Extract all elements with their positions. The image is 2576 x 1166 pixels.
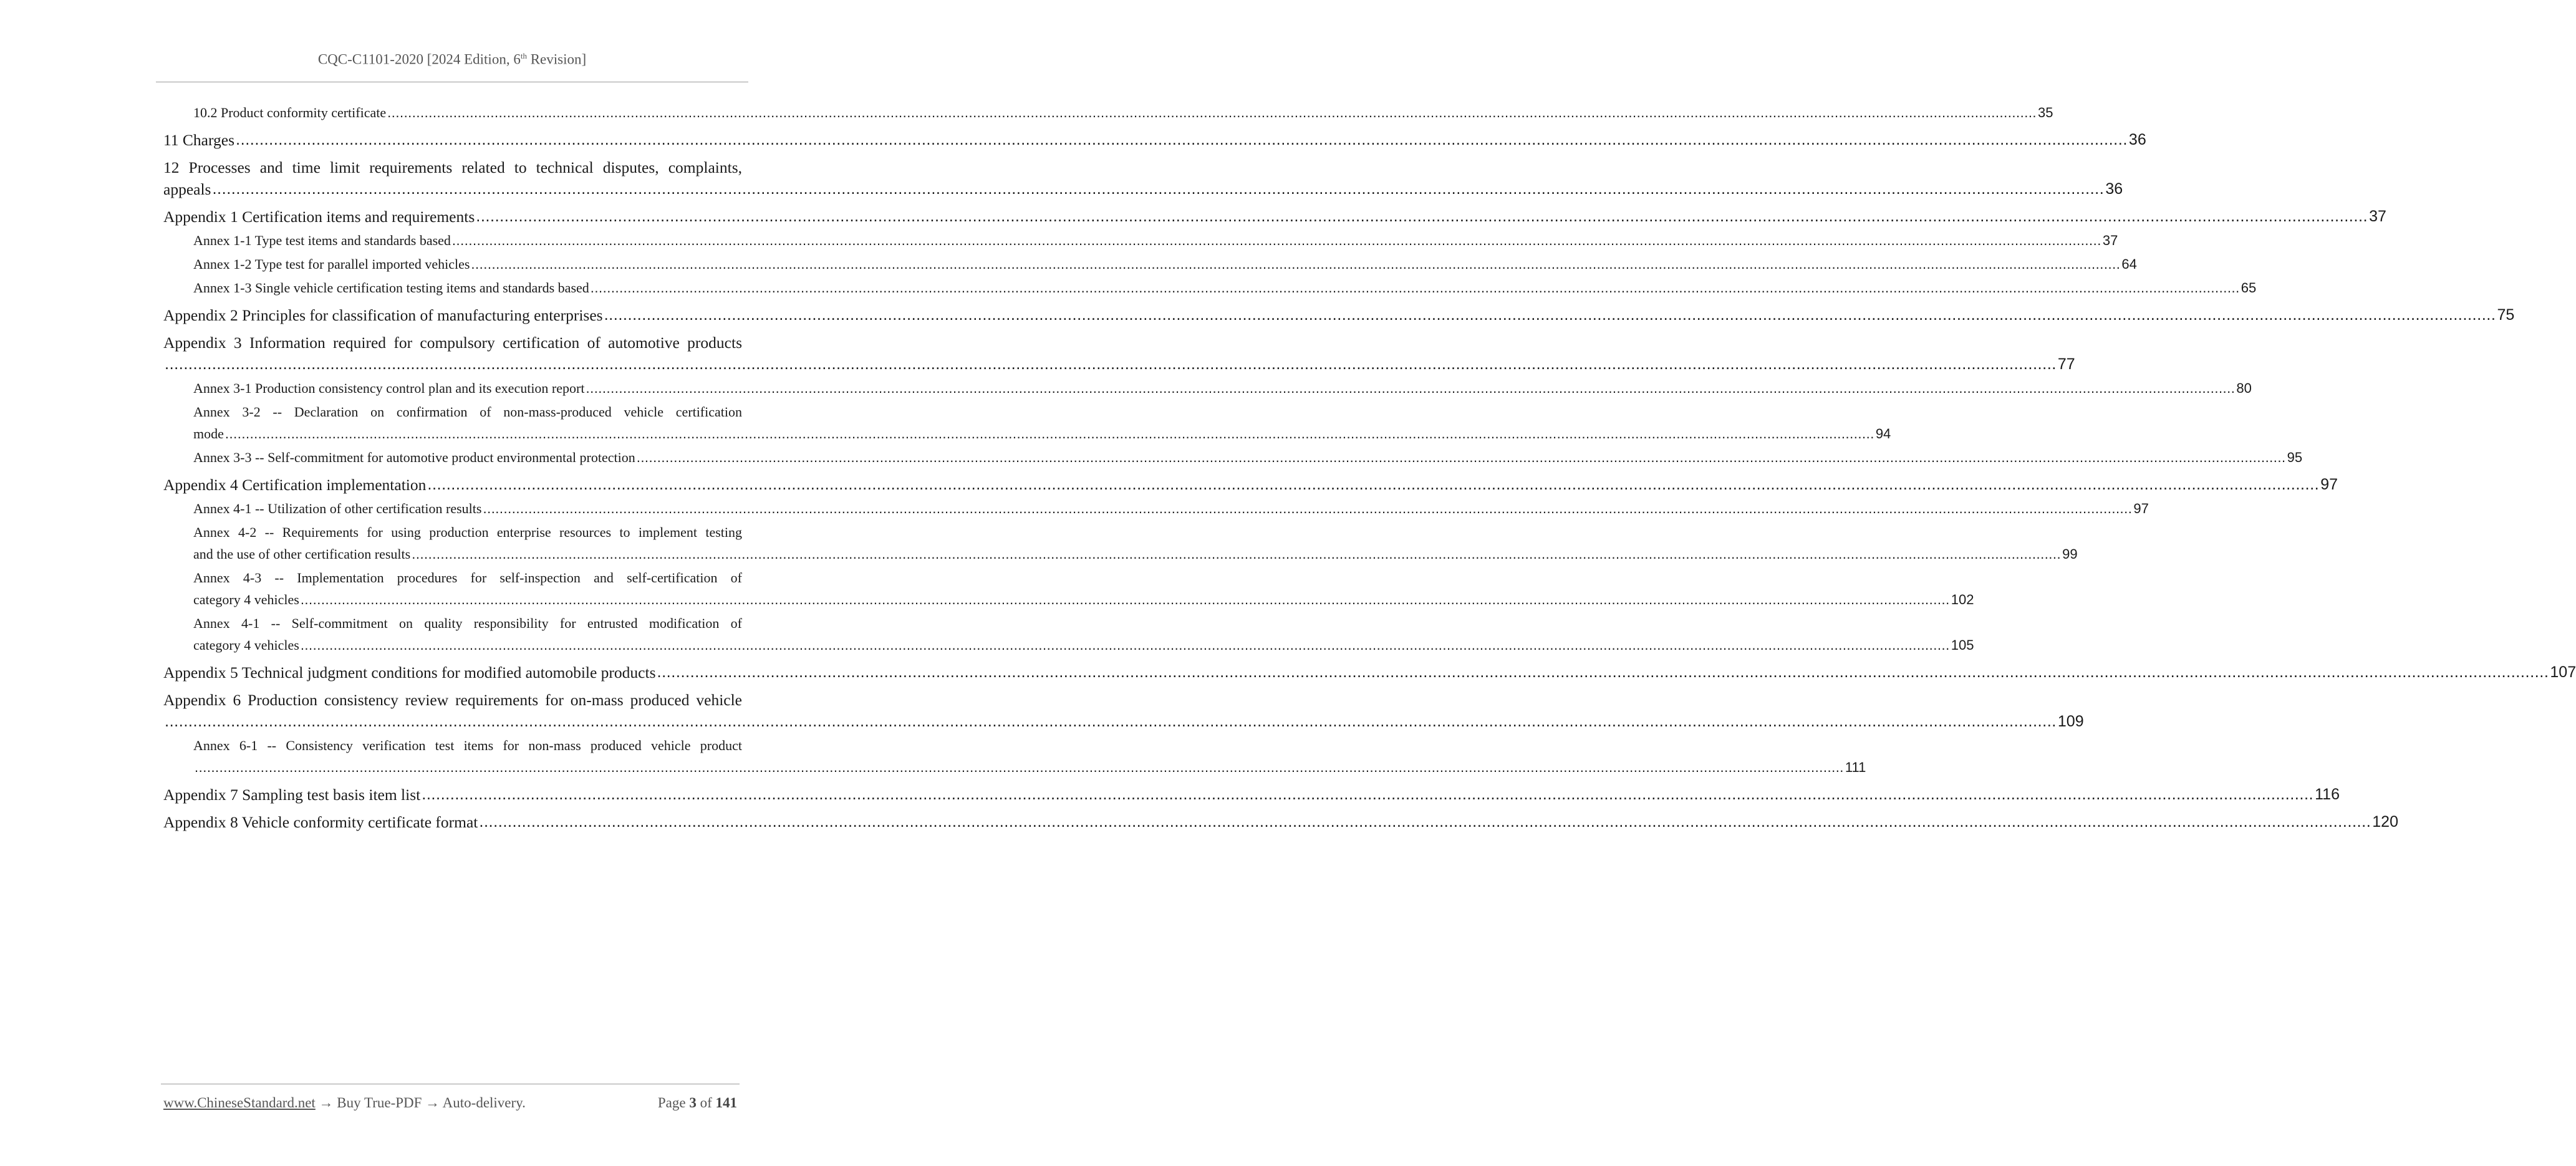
toc-entry[interactable]: [163, 129, 2146, 151]
toc-entry-line2: [193, 634, 1974, 656]
toc-entry[interactable]: [163, 304, 2515, 326]
toc-entry-title-line1: Annex 4-2 -- Requirements for using production enterprise resources to implement testing: [193, 524, 742, 540]
toc-entry[interactable]: [163, 567, 1974, 610]
toc-entry-title: and the use of other certification results: [193, 546, 411, 562]
toc-entry[interactable]: [163, 157, 2123, 200]
toc-entry-page: 105: [1951, 637, 1974, 653]
toc-entry-title: Annex 1-2 Type test for parallel imported vehicles: [193, 256, 470, 272]
toc-entry[interactable]: [163, 689, 2084, 733]
toc-entry-title: category 4 vehicles: [193, 592, 299, 607]
toc-leader-dots: ................................................................................................................................................................................................................................................................................................................................................................................................................: [224, 426, 1874, 441]
toc-entry-page: 35: [2038, 105, 2053, 120]
toc-entry-page: 37: [2369, 208, 2386, 225]
toc-entry-page: 120: [2372, 813, 2398, 831]
toc-leader-dots: ................................................................................................................................................................................................................................................................................................................................................................................................................: [212, 180, 2105, 198]
toc-entry[interactable]: [163, 498, 2149, 519]
toc-leader-dots: ................................................................................................................................................................................................................................................................................................................................................................................................................: [422, 786, 2314, 803]
toc-entry-line2: [163, 354, 2075, 375]
toc-entry-title: Annex 4-1 -- Utilization of other certification results: [193, 501, 482, 516]
toc-entry-page: 95: [2287, 450, 2303, 465]
toc-leader-dots: ................................................................................................................................................................................................................................................................................................................................................................................................................: [586, 380, 2236, 396]
toc-entry-title-line1: 12 Processes and time limit requirements related to technical disputes, complaints,: [163, 158, 742, 176]
toc-entry-page: 102: [1951, 592, 1974, 607]
toc-entry-title: Annex 3-3 -- Self-commitment for automotive product environmental protection: [193, 450, 635, 465]
toc-entry-title: Appendix 1 Certification items and requirements: [163, 208, 475, 226]
toc-entry-line2: [163, 711, 2084, 733]
toc-entry-title: mode: [193, 426, 224, 441]
toc-entry-title-line1: Annex 6-1 -- Consistency verification test items for non-mass produced vehicle product: [193, 738, 742, 753]
toc-leader-dots: ................................................................................................................................................................................................................................................................................................................................................................................................................: [479, 813, 2371, 831]
toc-entry[interactable]: [163, 735, 1866, 778]
toc-entry-page: 94: [1875, 426, 1891, 441]
toc-entry-page: 65: [2241, 280, 2257, 296]
toc-entry-line2: [193, 589, 1974, 610]
table-of-contents: [163, 100, 2576, 833]
toc-entry[interactable]: [163, 401, 1891, 445]
toc-leader-dots: ................................................................................................................................................................................................................................................................................................................................................................................................................: [657, 663, 2549, 681]
toc-entry[interactable]: [163, 229, 2118, 251]
toc-leader-dots: ................................................................................................................................................................................................................................................................................................................................................................................................................: [471, 256, 2121, 272]
header-title-prefix: CQC-C1101-2020 [2024 Edition, 6: [317, 51, 521, 67]
toc-leader-dots: ................................................................................................................................................................................................................................................................................................................................................................................................................: [300, 637, 1950, 653]
footer-page-current: 3: [689, 1095, 697, 1111]
toc-leader-dots: ................................................................................................................................................................................................................................................................................................................................................................................................................: [412, 546, 2062, 562]
footer-page-label: Page: [657, 1095, 690, 1111]
toc-entry-title: Appendix 7 Sampling test basis item list: [163, 786, 421, 804]
toc-entry[interactable]: [163, 446, 2303, 468]
toc-entry[interactable]: [163, 662, 2576, 683]
toc-entry-page: 75: [2497, 306, 2515, 324]
toc-entry-title: Appendix 5 Technical judgment conditions for modified automobile products: [163, 663, 656, 682]
toc-entry-page: 107: [2550, 663, 2576, 681]
footer-site-link[interactable]: www.ChineseStandard.net: [163, 1095, 316, 1111]
toc-leader-dots: ................................................................................................................................................................................................................................................................................................................................................................................................................: [300, 592, 1950, 607]
toc-entry[interactable]: [163, 277, 2257, 299]
toc-leader-dots: ................................................................................................................................................................................................................................................................................................................................................................................................................: [636, 450, 2286, 465]
toc-entry-page: 97: [2133, 501, 2149, 516]
toc-leader-dots: ................................................................................................................................................................................................................................................................................................................................................................................................................: [476, 208, 2368, 225]
header-title-suffix: Revision]: [526, 51, 587, 67]
toc-entry[interactable]: [163, 784, 2340, 806]
toc-entry[interactable]: [163, 206, 2386, 228]
toc-entry-line2: [193, 423, 1891, 445]
toc-entry-title: Annex 1-3 Single vehicle certification testing items and standards based: [193, 280, 589, 296]
toc-entry-page: 80: [2236, 380, 2252, 396]
toc-entry-title-line1: Annex 3-2 -- Declaration on confirmation of non-mass-produced vehicle certification: [193, 404, 742, 420]
toc-leader-dots: ................................................................................................................................................................................................................................................................................................................................................................................................................: [387, 105, 2037, 120]
toc-entry-page: 111: [1845, 759, 1866, 775]
toc-entry[interactable]: [163, 332, 2075, 375]
toc-entry[interactable]: [163, 521, 2078, 565]
page-footer: [163, 1095, 737, 1111]
toc-leader-dots: ................................................................................................................................................................................................................................................................................................................................................................................................................: [236, 131, 2128, 148]
toc-entry-title: Appendix 4 Certification implementation: [163, 476, 427, 494]
toc-leader-dots: ................................................................................................................................................................................................................................................................................................................................................................................................................: [427, 476, 2320, 493]
toc-leader-dots: ................................................................................................................................................................................................................................................................................................................................................................................................................: [590, 280, 2240, 296]
footer-of-label: of: [696, 1095, 716, 1111]
toc-entry-title-line1: Appendix 3 Information required for compulsory certification of automotive products: [163, 334, 742, 352]
toc-leader-dots: ................................................................................................................................................................................................................................................................................................................................................................................................................: [165, 713, 2057, 730]
page-header: [156, 51, 748, 68]
toc-entry-title: appeals: [163, 180, 211, 198]
toc-entry[interactable]: [163, 474, 2338, 496]
toc-entry-page: 97: [2320, 476, 2338, 493]
toc-entry-title: Appendix 8 Vehicle conformity certificate format: [163, 813, 478, 831]
footer-tagline: → Buy True-PDF → Auto-delivery.: [315, 1095, 526, 1111]
toc-entry-title-line1: Annex 4-3 -- Implementation procedures for self-inspection and self-certification of: [193, 570, 742, 585]
toc-leader-dots: ................................................................................................................................................................................................................................................................................................................................................................................................................: [604, 306, 2496, 324]
toc-entry-page: 36: [2105, 180, 2123, 198]
toc-leader-dots: ................................................................................................................................................................................................................................................................................................................................................................................................................: [195, 759, 1844, 775]
toc-leader-dots: ................................................................................................................................................................................................................................................................................................................................................................................................................: [165, 355, 2057, 373]
toc-entry-page: 37: [2102, 233, 2118, 248]
toc-entry[interactable]: [163, 253, 2137, 275]
toc-entry-title: 10.2 Product conformity certificate: [193, 105, 387, 120]
toc-entry-page: 99: [2062, 546, 2078, 562]
toc-entry-line2: [193, 756, 1866, 778]
toc-entry[interactable]: [163, 612, 1974, 656]
toc-entry[interactable]: [163, 377, 2252, 399]
toc-entry-title: Annex 3-1 Production consistency control plan and its execution report: [193, 380, 585, 396]
footer-page-number: [658, 1095, 737, 1111]
toc-entry-page: 116: [2315, 786, 2340, 803]
toc-entry-title: Annex 1-1 Type test items and standards based: [193, 233, 451, 248]
footer-page-total: 141: [715, 1095, 737, 1111]
footer-left: [163, 1095, 526, 1111]
toc-entry-page: 77: [2057, 355, 2075, 373]
toc-leader-dots: ................................................................................................................................................................................................................................................................................................................................................................................................................: [483, 501, 2133, 516]
toc-leader-dots: ................................................................................................................................................................................................................................................................................................................................................................................................................: [451, 233, 2101, 248]
header-title-sup: th: [520, 51, 527, 60]
toc-entry-title-line1: Appendix 6 Production consistency review requirements for on-mass produced vehicle: [163, 691, 742, 709]
toc-entry-line2: [193, 543, 2078, 565]
toc-entry-page: 64: [2121, 256, 2137, 272]
toc-entry[interactable]: [163, 102, 2053, 123]
toc-entry-page: 36: [2128, 131, 2146, 148]
toc-entry-title: Appendix 2 Principles for classification of manufacturing enterprises: [163, 306, 603, 324]
toc-entry[interactable]: [163, 811, 2398, 833]
toc-entry-title: category 4 vehicles: [193, 637, 299, 653]
toc-entry-title: 11 Charges: [163, 131, 235, 149]
toc-entry-page: 109: [2057, 713, 2084, 730]
toc-entry-title-line1: Annex 4-1 -- Self-commitment on quality responsibility for entrusted modification of: [193, 615, 742, 631]
toc-entry-line2: [163, 178, 2123, 200]
